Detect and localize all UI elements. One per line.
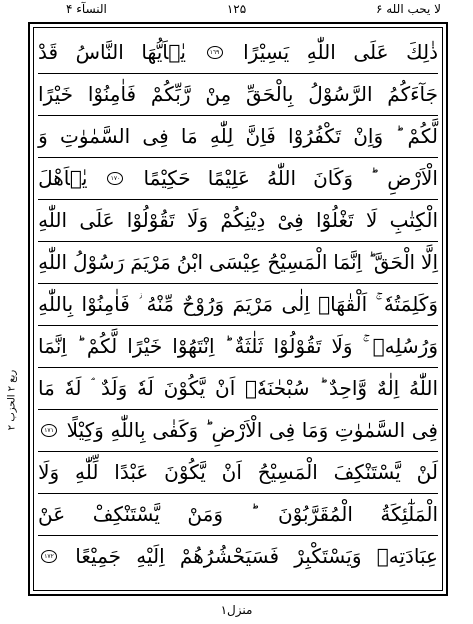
word: عَبْدًا bbox=[114, 460, 149, 484]
word: وَيَسْتَكْبِرْ bbox=[294, 544, 362, 568]
word: السَّمٰوٰتِ bbox=[334, 418, 406, 442]
page-number: ۱۲۵ bbox=[226, 2, 247, 16]
word: اِلٰهٌ bbox=[376, 376, 400, 400]
word: حَكِيْمًا bbox=[143, 166, 191, 190]
word: لَّكُمْ bbox=[86, 334, 118, 358]
word: خَيْرًا bbox=[127, 334, 163, 358]
text-line bbox=[38, 32, 438, 72]
text-line bbox=[38, 284, 438, 324]
ayah-number-marker: ١٧٠ bbox=[107, 172, 123, 185]
word: يَّكُوْنَ bbox=[163, 376, 206, 400]
word: عَلِيْمًا bbox=[207, 166, 250, 190]
word: اِنَّمَا bbox=[38, 334, 67, 358]
word: وَكَلِمَتُهٗ bbox=[383, 292, 438, 316]
word: تَغْلُوْا bbox=[315, 208, 354, 232]
word: الْاَرْضِ bbox=[211, 418, 263, 442]
word: وَلَا bbox=[331, 334, 353, 358]
word: اِلَّا bbox=[421, 250, 438, 274]
word: خَيْرًا bbox=[38, 82, 74, 106]
word: وَلَا bbox=[38, 460, 60, 484]
header-surah-label: النسآء ۴ bbox=[66, 2, 107, 16]
word: وَمَنْ bbox=[187, 502, 223, 526]
word: مَا bbox=[38, 376, 55, 400]
word: بِالْحَقِّ bbox=[246, 82, 294, 106]
text-line bbox=[38, 326, 438, 366]
word: وَّاحِدٌ bbox=[329, 376, 368, 400]
ayah-number-marker: ١٧١ bbox=[41, 424, 57, 437]
word: مَرْيَمَ bbox=[232, 292, 274, 316]
word: اللّٰهِ bbox=[306, 40, 336, 64]
word: فِى bbox=[268, 418, 296, 442]
word: النَّاسُ bbox=[75, 40, 124, 64]
text-line bbox=[38, 74, 438, 114]
word: ذٰلِكَ bbox=[406, 40, 438, 64]
word: اللّٰهِ bbox=[38, 250, 68, 274]
word: عَلَى bbox=[353, 40, 389, 64]
word: الْمَلٰٓئِكَةُ bbox=[380, 502, 438, 526]
word: وَاِنْ bbox=[353, 124, 384, 148]
margin-note bbox=[2, 360, 22, 440]
word: وَلَدٌ bbox=[100, 376, 128, 400]
word: ثَلٰثَةٌ bbox=[234, 334, 264, 358]
word: رَسُوْلُ bbox=[73, 250, 125, 274]
word: دِيْنِكُمْ bbox=[220, 208, 266, 232]
word: جَآءَكُمُ bbox=[387, 82, 438, 106]
word: وَ bbox=[38, 124, 48, 148]
word: وَرُوْحٌ bbox=[182, 292, 225, 316]
word: فِى bbox=[142, 124, 169, 148]
word: السَّمٰوٰتِ bbox=[59, 124, 131, 148]
word: اِنَّمَا bbox=[333, 250, 363, 274]
word: اَنْ bbox=[221, 460, 242, 484]
manzil-footer: منزل۱ bbox=[220, 603, 253, 617]
word: لِّلّٰهِ bbox=[75, 460, 99, 484]
word: اللّٰهُ bbox=[267, 166, 297, 190]
word: لَنْ bbox=[416, 460, 438, 484]
word: مِّنْهُ bbox=[146, 292, 174, 316]
word: مَرْيَمَ bbox=[130, 250, 171, 274]
word: اِنْتَهُوْا bbox=[172, 334, 215, 358]
text-line bbox=[38, 410, 438, 450]
word: لَهٗ bbox=[137, 376, 154, 400]
word: عِبَادَتِهٖ bbox=[376, 544, 438, 568]
word: عِيْسَى bbox=[208, 250, 262, 274]
word: يَسِيْرًا bbox=[243, 40, 290, 64]
word: الْاَرْضِ bbox=[387, 166, 438, 190]
text-line bbox=[38, 494, 438, 534]
text-line bbox=[38, 200, 438, 240]
word: رَّبِّكُمْ bbox=[150, 82, 191, 106]
text-line bbox=[38, 116, 438, 156]
ayah-number-marker: ١٦٩ bbox=[207, 46, 223, 59]
word: عَنْ bbox=[38, 502, 66, 526]
word: وَرُسُلِهٖ bbox=[372, 334, 438, 358]
word: وَكَانَ bbox=[313, 166, 354, 190]
word: تَقُوْلُوْا bbox=[126, 208, 175, 232]
ayah-number-marker: ١٧٢ bbox=[41, 550, 57, 563]
text-line bbox=[38, 158, 438, 198]
word: تَكْفُرُوْا bbox=[288, 124, 342, 148]
word: يَّكُوْنَ bbox=[164, 460, 206, 484]
word: بِاللّٰهِ bbox=[110, 418, 146, 442]
margin-note-text: ربع ۲ الحزب ۲ bbox=[6, 369, 18, 431]
word: الْمُقَرَّبُوْنَ bbox=[277, 502, 353, 526]
text-line bbox=[38, 452, 438, 492]
word: الْمَسِيْحُ bbox=[257, 460, 318, 484]
word: عَلَى bbox=[79, 208, 115, 232]
word: سُبْحٰنَهٗۤ bbox=[245, 376, 310, 400]
word: قَدْ bbox=[38, 40, 59, 64]
word: يٰۤاَهْلَ bbox=[38, 166, 88, 190]
word: يَّسْتَنْكِفْ bbox=[92, 502, 160, 526]
word: جَمِيْعًا bbox=[75, 544, 121, 568]
word: يَّسْتَنْكِفَ bbox=[333, 460, 401, 484]
word: اَلْقٰهَاۤ bbox=[318, 292, 368, 316]
text-line bbox=[38, 536, 438, 576]
word: بِاللّٰهِ bbox=[38, 292, 74, 316]
word: فَاٰمِنُوْا bbox=[81, 292, 130, 316]
word: الْمَسِيْحُ bbox=[267, 250, 328, 274]
word: اِلٰى bbox=[281, 292, 310, 316]
word: يٰۤاَيُّهَا bbox=[141, 40, 186, 64]
word: لَّكُمْ bbox=[407, 124, 438, 148]
word: لَا bbox=[365, 208, 378, 232]
word: الْحَقَّ bbox=[373, 250, 416, 274]
word: ابْنُ bbox=[176, 250, 204, 274]
text-line bbox=[38, 242, 438, 282]
word: اَنْ bbox=[215, 376, 236, 400]
word: وَمَا bbox=[301, 418, 329, 442]
word: الرَّسُوْلُ bbox=[308, 82, 373, 106]
word: فَسَيَحْشُرُهُمْ bbox=[179, 544, 280, 568]
word: لِلّٰهِ bbox=[209, 124, 234, 148]
word: الْكِتٰبِ bbox=[389, 208, 438, 232]
word: اِلَيْهِ bbox=[136, 544, 165, 568]
word: تَقُوْلُوْا bbox=[273, 334, 322, 358]
header-juz-label: لا يحب الله ۶ bbox=[375, 2, 441, 16]
text-line bbox=[38, 368, 438, 408]
word: لَهٗ bbox=[64, 376, 82, 400]
word: اللّٰهُ bbox=[409, 376, 438, 400]
word: مَا bbox=[180, 124, 198, 148]
word: وَلَا bbox=[187, 208, 209, 232]
word: اللّٰهِ bbox=[38, 208, 68, 232]
word: فَاٰمِنُوْا bbox=[87, 82, 137, 106]
word: فَاِنَّ bbox=[245, 124, 276, 148]
word: فِىْ bbox=[277, 208, 304, 232]
word: وَكِيْلًا bbox=[66, 418, 104, 442]
word: فِى bbox=[411, 418, 438, 442]
word: مِنْ bbox=[205, 82, 232, 106]
word: وَكَفٰى bbox=[152, 418, 199, 442]
